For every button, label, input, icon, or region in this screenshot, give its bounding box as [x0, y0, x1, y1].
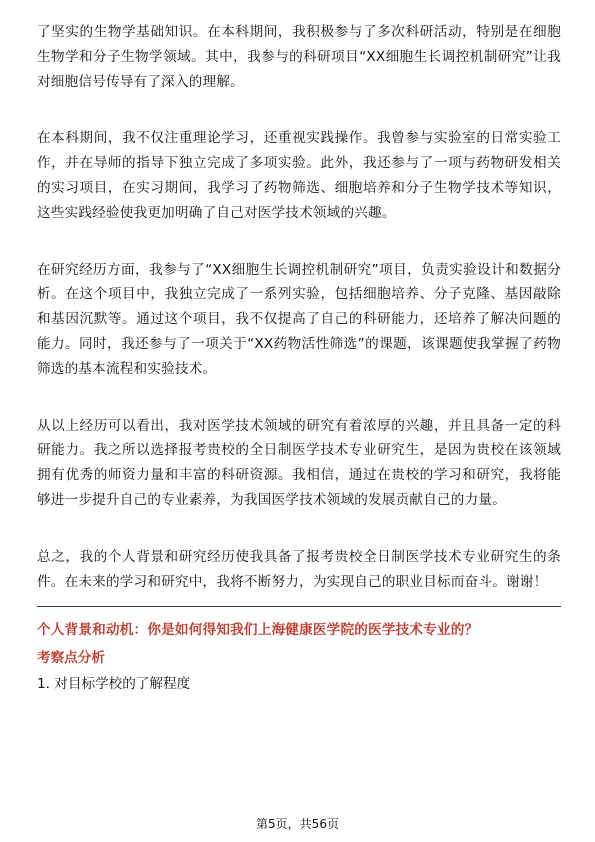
page-content — [37, 20, 561, 694]
body-paragraph-5: 总之，我的个人背景和研究经历使我具备了报考贵校全日制医学技术专业研究生的条件。在未来的学习和研究中，我将不断努力，为实现自己的职业目标而奋斗。谢谢！ — [37, 548, 561, 590]
analysis-point-1: 1. 对目标学校的了解程度 — [37, 676, 191, 693]
body-paragraph-4: 从以上经历可以看出，我对医学技术领域的研究有着浓厚的兴趣，并且具备一定的科研能力。我之所以选择报考贵校的全日制医学技术专业研究生，是因为贵校在该领域拥有优秀的师资力量和丰富的科研资源。我相信，通过在贵校的学习和研究，我将能够进一步提升自己的专业素养，为我国医学技术领域的发展贡献自己的力量。 — [37, 417, 561, 508]
body-paragraph-1: 了坚实的生物学基础知识。在本科期间，我积极参与了多次科研活动，特别是在细胞生物学和分子生物学领域。其中，我参与的科研项目“XX细胞生长调控机制研究”让我对细胞信号传导有了深入的理解。 — [37, 24, 561, 90]
page-number: 第5页，共56页 — [256, 817, 339, 831]
analysis-heading: 考察点分析 — [37, 650, 105, 667]
section-divider — [37, 606, 561, 607]
body-paragraph-2: 在本科期间，我不仅注重理论学习，还重视实践操作。我曾参与实验室的日常实验工作，并在导师的指导下独立完成了多项实验。此外，我还参与了一项与药物研发相关的实习项目，在实习期间，我学习了药物筛选、细胞培养和分子生物学技术等知识，这些实践经验使我更加明确了自己对医学技术领域的兴趣。 — [37, 130, 561, 221]
question-title: 个人背景和动机：你是如何得知我们上海健康医学院的医学技术专业的？ — [37, 622, 479, 639]
body-paragraph-3: 在研究经历方面，我参与了“XX细胞生长调控机制研究”项目，负责实验设计和数据分析。在这个项目中，我独立完成了一系列实验，包括细胞培养、分子克隆、基因敲除和基因沉默等。通过这个项目，我不仅提高了自己的科研能力，还培养了解决问题的能力。同时，我还参与了一项关于“XX药物活性筛选”的课题，该课题使我掌握了药物筛选的基本流程和实验技术。 — [37, 261, 561, 377]
